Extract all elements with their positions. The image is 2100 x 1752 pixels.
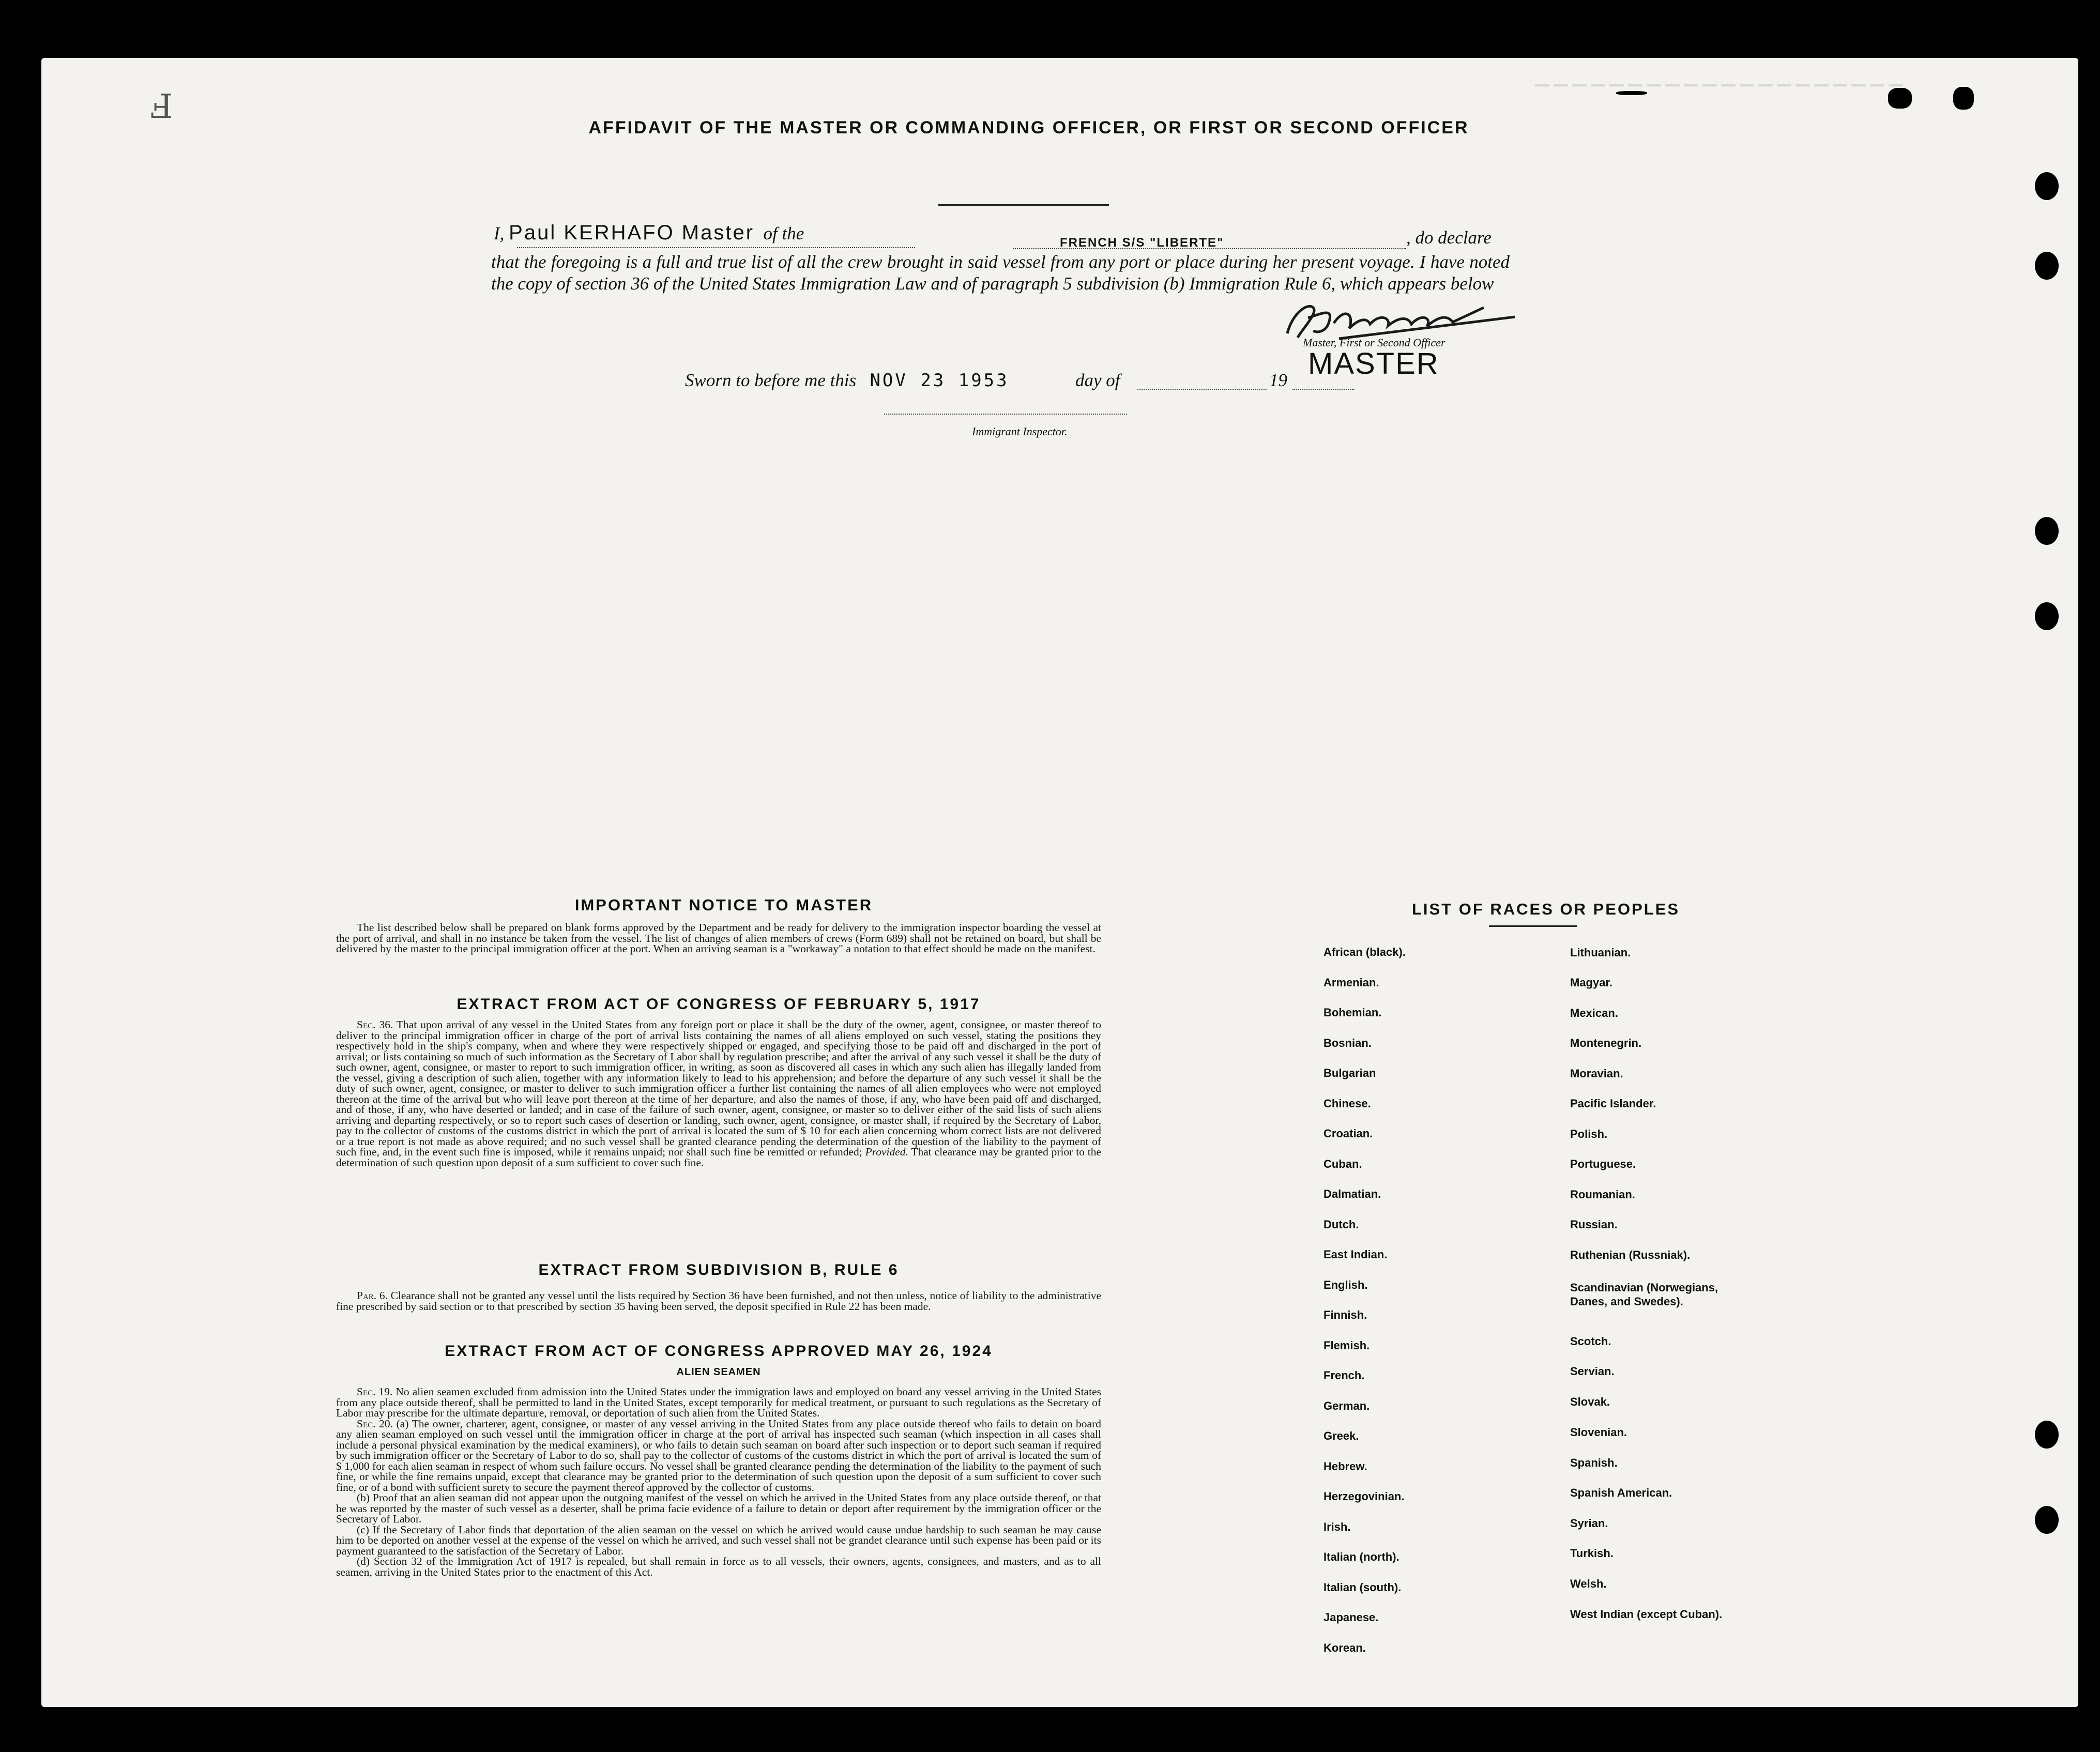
race-item: Korean. (1323, 1641, 1366, 1654)
prefix-text: I, (494, 223, 505, 243)
race-item: Finnish. (1323, 1308, 1367, 1321)
divider (938, 204, 1109, 206)
handwritten-mark: Ⅎ (150, 88, 173, 125)
race-item: Bohemian. (1323, 1006, 1382, 1019)
sworn-prefix: Sworn to before me this (685, 370, 857, 390)
race-item: Slovenian. (1570, 1426, 1627, 1439)
affidavit-declaration-line (494, 221, 804, 245)
race-item: Pacific Islander. (1570, 1097, 1656, 1110)
race-item: Scotch. (1570, 1335, 1611, 1348)
paragraph-label: Par. 6. (357, 1289, 388, 1302)
race-item: English. (1323, 1278, 1368, 1291)
punch-hole (2035, 172, 2059, 200)
race-item: Turkish. (1570, 1547, 1614, 1560)
race-item: Spanish American. (1570, 1486, 1672, 1499)
name-underline (517, 247, 915, 248)
ink-mark (1953, 87, 1974, 110)
race-item: Flemish. (1323, 1338, 1370, 1352)
paragraph-6-text: Clearance shall not be granted any vessel until the lists required by Section 36 have been furnished, and not then unless, notice of liability to the administrative fine prescribed by said section or to that prescribed by section 35 having been served, the deposit specified in Rule 22 has been made. (336, 1289, 1102, 1313)
race-item: Dutch. (1323, 1217, 1359, 1231)
race-item: Welsh. (1570, 1577, 1607, 1590)
race-item: Mexican. (1570, 1007, 1618, 1019)
section-20b-text: (b) Proof that an alien seaman did not appear upon the outgoing manifest of the vessel on which he arrived in the United States from any place outside thereof, or that he was reported by the master of such vessel as a deserter, shall be prima facie evidence of a failure to detain or deport after requirement by the immigration officer or the Secretary of Labor. (336, 1491, 1101, 1525)
provided-text: Provided. (865, 1146, 908, 1158)
race-item: East Indian. (1323, 1248, 1388, 1261)
race-item: Moravian. (1570, 1067, 1623, 1080)
sworn-line (685, 370, 1009, 391)
race-item: Bulgarian (1323, 1067, 1376, 1079)
race-item: German. (1323, 1399, 1370, 1412)
race-item: Slovak. (1570, 1395, 1610, 1408)
sworn-date-stamp: NOV 23 1953 (870, 370, 1009, 391)
race-item: Greek. (1323, 1429, 1359, 1442)
section-20c-text: (c) If the Secretary of Labor finds that deportation of the alien seaman on the vessel on which he arrived would cause undue hardship to such seaman he may cause him to be deported on another vessel at the expense of the vessel on which he arrived, and such vessel shall not be grandet clearance until such expense has been paid or its payment guaranteed to the satisfaction of the Secretary of Labor. (336, 1523, 1101, 1557)
punch-hole (2035, 1506, 2059, 1534)
affidavit-body: that the foregoing is a full and true list of all the crew brought in said vessel from any port or place during her present voyage. I have noted the copy of section 36 of the United States Immigration Law and of paragraph 5 subdivision (b) Immigration Rule 6, which appears below (491, 252, 1510, 294)
vessel-underline (1013, 248, 1406, 249)
races-title: LIST OF RACES OR PEOPLES (1411, 900, 1680, 918)
year-text: 19 (1269, 370, 1287, 390)
race-item: Portuguese. (1570, 1157, 1636, 1170)
punch-hole (2035, 1421, 2059, 1449)
race-item: French. (1323, 1369, 1365, 1382)
section-label: Sec. 19. (357, 1385, 393, 1398)
vessel-name: FRENCH S/S "LIBERTE" (1060, 236, 1224, 250)
section-20a-text: (a) The owner, charterer, agent, consignee, or master of any vessel arriving in the United States from any place outside thereof who fails to detain on board any alien seaman employed on such vessel until the immigration officer in charge at the port of arrival has inspected such seaman (which inspection in all cases shall include a personal physical examination by the medical examiners), or who fails to detain such seaman on board after such inspection or to deport such seaman if required by such immigration officer or the Secretary of Labor to do so, shall pay to the collector of customs of the customs district in which the port of arrival is located the sum of $ 1,000 for each alien seaman in respect of whom such failure occurs. No vessel shall be granted clearance pending the determination of the liability to the payment of such fine, or while the fine remains unpaid, except that clearance may be granted prior to the determination of such question upon the deposit of a sum sufficient to cover such fine, or of a bond with sufficient surety to secure the payment thereof approved by the collector of customs. (336, 1417, 1102, 1494)
month-underline (1137, 389, 1267, 390)
race-item: Syrian. (1570, 1517, 1608, 1530)
section-19-text: No alien seamen excluded from admission into the United States under the immigration laws and employed on board any vessel arriving in the United States from any place outside thereof, shall be permitted to land in the United States, except temporarily for medical treatment, or pursuant to such regulations as the Secretary of Labor may prescribe for the ultimate departure, removal, or deportation of such alien from the United States. (336, 1385, 1102, 1419)
race-item: Cuban. (1323, 1157, 1362, 1170)
race-item: Lithuanian. (1570, 946, 1631, 959)
section-label: Sec. 36. (357, 1018, 393, 1031)
extract-1917-title: EXTRACT FROM ACT OF CONGRESS OF FEBRUARY 5, 1917 (456, 996, 981, 1013)
extract-1917-text (336, 1019, 1101, 1168)
inspector-signature-line (884, 414, 1127, 415)
section-36-text: That upon arrival of any vessel in the United States from any foreign port or place it shall be the duty of the owner, agent, consignee, or master thereof to deliver to the principal immigration officer in charge of the port of arrival lists containing the names of all aliens employed on such vessel, stating the positions they respectively hold in the ship's company, when and where they were respectively shipped or engaged, and specifying those to be paid off and discharged in the port of arrival; or lists containing so much of such information as the Secretary of Labor shall by regulation prescribe; and after the arrival of any such vessel it shall be the duty of such owner, agent, consignee, or master to report to such immigration officer, in writing, as soon as discovered all cases in which any such alien has illegally landed from the vessel, giving a description of such alien, together with any information likely to lead to his apprehension; and before the departure of any such vessel it shall be the duty of such owner, agent, consignee, or master to deliver to such immigration officer a further list containing the names of all alien employees who were not employed thereon at the time of the arrival but who will leave port thereon at the time of her departure, and also the names of those, if any, who have been paid off and discharged, and of those, if any, who have deserted or landed; and in case of the failure of such owner, agent, consignee, or master so to deliver either of the said lists of such aliens arriving and departing respectively, or so to report such cases of desertion or landing, such owner, agent, consignee, or master shall, if required by the Secretary of Labor, pay to the collector of customs of the customs district in which the port of arrival is located the sum of $ 10 for each alien concerning whom correct lists are not delivered or a true report is not made as above required; and no such vessel shall be granted clearance pending the determination of the question of the liability to the payment of such fine, and, in the event such fine is imposed, while it remains unpaid; nor shall such fine be remitted or refunded; (336, 1018, 1101, 1158)
extract-1924-title: EXTRACT FROM ACT OF CONGRESS APPROVED MAY 26, 1924 (445, 1343, 993, 1360)
punch-hole (2035, 517, 2059, 545)
race-item: African (black). (1323, 946, 1406, 958)
punch-hole (2035, 602, 2059, 630)
race-item: Japanese. (1323, 1611, 1379, 1624)
of-the-text: of the (763, 223, 804, 243)
declare-text: , do declare (1406, 227, 1492, 248)
section-label: Sec. 20. (357, 1417, 393, 1430)
rule6-text (336, 1290, 1101, 1312)
master-stamp: MASTER (1308, 347, 1439, 380)
race-item: Croatian. (1323, 1127, 1373, 1140)
master-name: Paul KERHAFO Master (509, 221, 755, 244)
race-item: Irish. (1323, 1520, 1351, 1533)
notice-text: The list described below shall be prepared on blank forms approved by the Department and be ready for delivery to the immigration inspector boarding the vessel at the port of arrival, and shall in no instance be taken from the vessel. The list of changes of alien members of crews (Form 689) shall not be retained on board, but shall be delivered by the master to the principal immigration officer at the port. When an arriving seaman is a "workaway" a notation to that effect should be made on the manifest. (336, 921, 1101, 955)
punch-hole (2035, 252, 2059, 280)
race-item: Italian (north). (1323, 1550, 1399, 1563)
race-item: Magyar. (1570, 976, 1612, 989)
rule6-title: EXTRACT FROM SUBDIVISION B, RULE 6 (538, 1261, 899, 1278)
race-item: Scandinavian (Norwegians, Danes, and Swedes). (1570, 1281, 1718, 1308)
divider (1489, 925, 1577, 927)
race-item: Italian (south). (1323, 1580, 1402, 1594)
race-item: Ruthenian (Russniak). (1570, 1248, 1691, 1261)
race-item: Montenegrin. (1570, 1037, 1642, 1049)
inspector-label: Immigrant Inspector. (972, 425, 1068, 438)
notice-title: IMPORTANT NOTICE TO MASTER (574, 896, 873, 914)
affidavit-title: AFFIDAVIT OF THE MASTER OR COMMANDING OFFICER, OR FIRST OR SECOND OFFICER (588, 118, 1469, 138)
race-item: West Indian (except Cuban). (1570, 1608, 1723, 1621)
race-item: Russian. (1570, 1218, 1618, 1231)
race-item: Spanish. (1570, 1456, 1618, 1469)
race-item: Chinese. (1323, 1096, 1371, 1110)
race-item: Herzegovinian. (1323, 1490, 1405, 1503)
signature-label: Master, First or Second Officer (1303, 336, 1445, 349)
race-item: Dalmatian. (1323, 1187, 1381, 1200)
race-item: Servian. (1570, 1365, 1615, 1378)
extract-1924-text (336, 1387, 1101, 1577)
bleed-through-text: ⎯⎯⎯⎯⎯⎯⎯⎯⎯⎯⎯⎯⎯⎯⎯⎯⎯⎯⎯⎯ (1530, 72, 1903, 102)
section-20d-text: (d) Section 32 of the Immigration Act of 1917 is repealed, but shall remain in force as to all vessels, their owners, agents, consignees, and masters, and as to all seamen, arriving in the United States prior to the enactment of this Act. (336, 1555, 1101, 1578)
race-item: Roumanian. (1570, 1188, 1635, 1201)
section-36-end: That clearance may be granted prior to the determination of such question upon deposit of a sum sufficient to cover such fine. (336, 1146, 1101, 1169)
race-item: Armenian. (1323, 976, 1379, 989)
day-of-text: day of (1075, 370, 1120, 390)
race-item: Polish. (1570, 1128, 1608, 1140)
race-item: Hebrew. (1323, 1459, 1367, 1473)
race-item: Bosnian. (1323, 1036, 1372, 1049)
year-underline (1292, 389, 1355, 390)
alien-seamen-subtitle: ALIEN SEAMEN (676, 1366, 761, 1378)
